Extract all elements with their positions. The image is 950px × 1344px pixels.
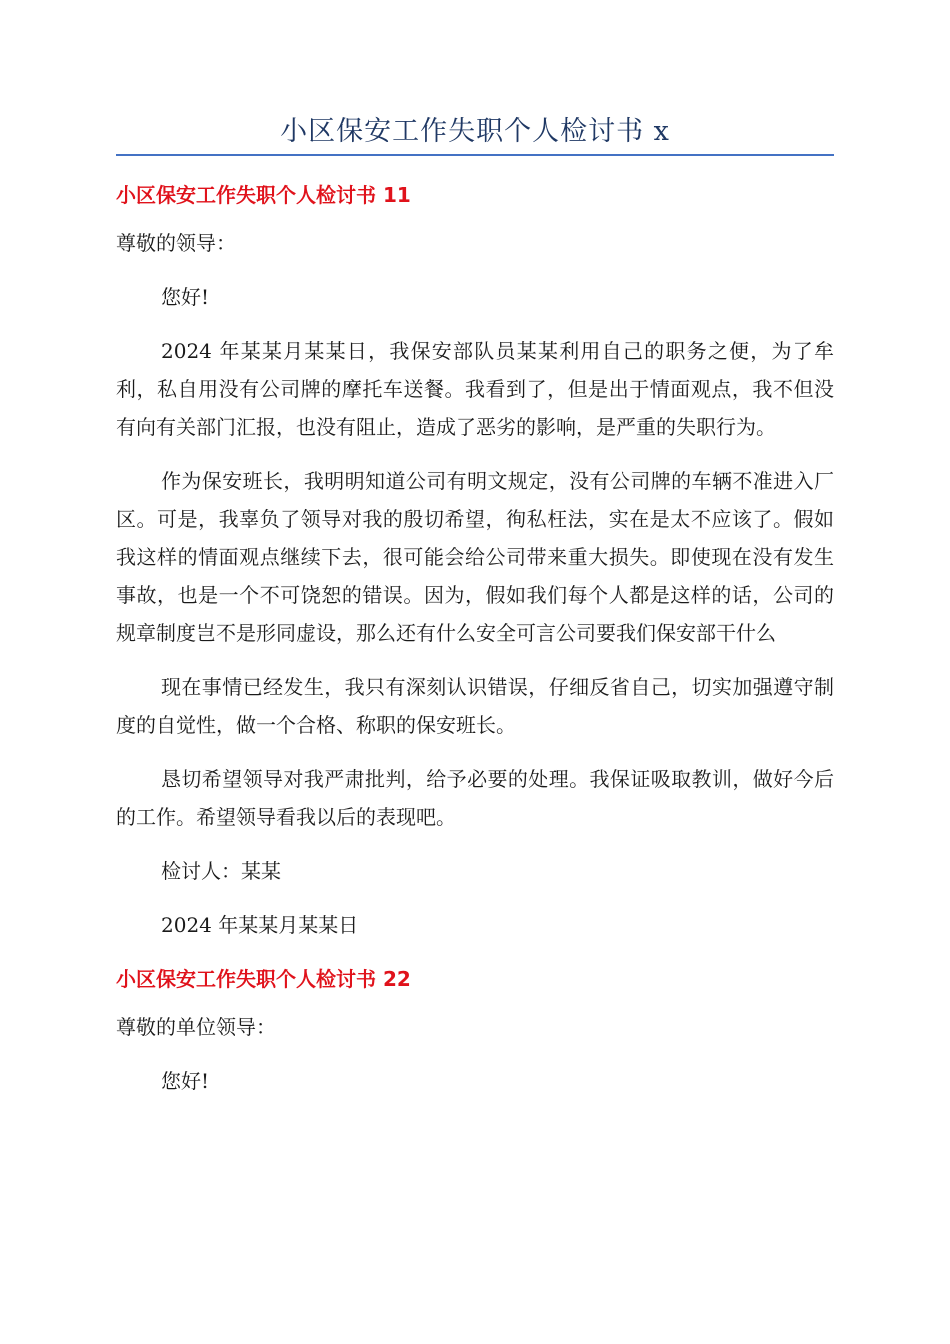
salutation: 尊敬的单位领导： (116, 1015, 276, 1039)
body-paragraph: 作为保安班长，我明明知道公司有明文规定，没有公司牌的车辆不准进入厂区。可是，我辜负了领导对我的殷切希望，徇私枉法，实在是太不应该了。假如我这样的情面观点继续下去，很可能会给公司带来重大损失。即使现在没有发生事故，也是一个不可饶恕的错误。因为，假如我们每个人都是这样的话，公司的规章制度岂不是形同虚设，那么还有什么安全可言公司要我们保安部干什么 (116, 469, 834, 645)
document-title: 小区保安工作失职个人检讨书 x (280, 116, 670, 147)
document-body (116, 176, 834, 1116)
salutation: 尊敬的领导： (116, 231, 236, 255)
section-1 (116, 176, 834, 944)
section-heading: 小区保安工作失职个人检讨书 11 (116, 183, 411, 207)
body-paragraph: 2024 年某某月某某日，我保安部队员某某利用自己的职务之便，为了牟利，私自用没有公司牌的摩托车送餐。我看到了，但是出于情面观点，我不但没有向有关部门汇报，也没有阻止，造成了恶劣的影响，是严重的失职行为。 (116, 339, 834, 439)
section-2 (116, 960, 834, 1100)
signature: 检讨人：某某 (161, 859, 281, 883)
body-paragraph: 恳切希望领导对我严肃批判，给予必要的处理。我保证吸取教训，做好今后的工作。希望领导看我以后的表现吧。 (116, 767, 834, 829)
section-heading: 小区保安工作失职个人检讨书 22 (116, 967, 411, 991)
title-divider (116, 154, 834, 156)
greeting: 您好! (161, 1069, 210, 1093)
greeting: 您好! (161, 285, 210, 309)
date: 2024 年某某月某某日 (161, 913, 359, 937)
body-paragraph: 现在事情已经发生，我只有深刻认识错误，仔细反省自己，切实加强遵守制度的自觉性，做一个合格、称职的保安班长。 (116, 675, 834, 737)
